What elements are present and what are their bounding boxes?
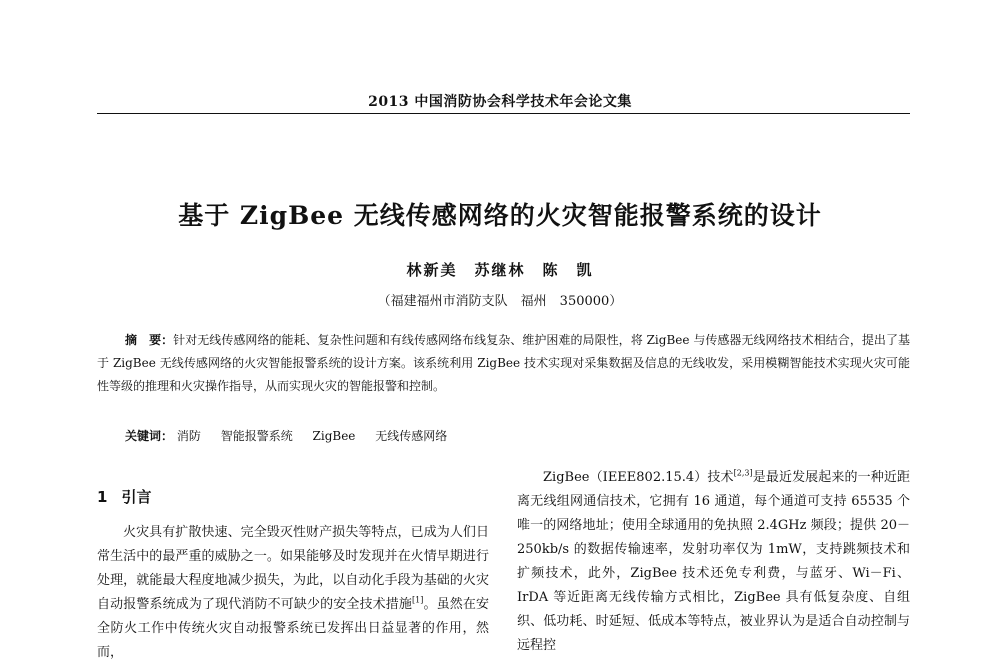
keyword-item: 智能报警系统 bbox=[220, 429, 293, 443]
keyword-item: ZigBee bbox=[312, 429, 356, 443]
citation-marker: [2,3] bbox=[733, 468, 753, 478]
zigbee-text-part2: 是最近发展起来的一种近距离无线组网通信技术，它拥有 16 通道，每个通道可支持 65535 个唯一的网络地址；使用全球通用的免执照 2.4GHz 频段；提供 20－250kb/s 的数据传输速率，发射功率仅为 1mW，支持跳频技术和扩频技术，此外，ZigBee 技术还免专利费，与蓝牙、Wi－Fi、IrDA 等近距离无线传输方式相比，ZigBee 具有低复杂度、自组织、低功耗、时延短、低成本等特点，被业界认为是适合自动控制与远程控 bbox=[517, 470, 910, 653]
keywords-label: 关键词： bbox=[125, 429, 174, 443]
abstract bbox=[97, 329, 910, 398]
paper-affiliation: （福建福州市消防支队 福州 350000） bbox=[377, 294, 623, 309]
intro-paragraph bbox=[97, 521, 489, 665]
zigbee-text-part1: ZigBee（IEEE802.15.4）技术 bbox=[543, 470, 734, 485]
citation-marker: [1] bbox=[412, 595, 424, 605]
right-column bbox=[517, 466, 910, 658]
keyword-item: 消防 bbox=[176, 429, 201, 443]
zigbee-paragraph bbox=[517, 466, 910, 658]
header-rule bbox=[97, 113, 910, 114]
section-number: 1 bbox=[97, 488, 108, 506]
section-title: 引言 bbox=[121, 488, 152, 506]
paper-authors: 林新美 苏继林 陈 凯 bbox=[406, 261, 594, 279]
left-column bbox=[97, 478, 489, 665]
keyword-item: 无线传感网络 bbox=[375, 429, 448, 443]
intro-text-part2: 。虽然在安全防火工作中传统火灾自动报警系统已发挥出日益显著的作用，然而， bbox=[97, 597, 489, 660]
abstract-text: 针对无线传感网络的能耗、复杂性问题和有线传感网络布线复杂、维护困难的局限性，将 ZigBee 与传感器无线网络技术相结合，提出了基于 ZigBee 无线传感网络的火灾智能报警系统的设计方案。该系统利用 ZigBee 技术实现对采集数据及信息的无线收发，采用模糊智能技术实现火灾可能性等级的推理和火灾操作指导，从而实现火灾的智能报警和控制。 bbox=[97, 333, 910, 393]
abstract-label: 摘 要： bbox=[125, 333, 174, 347]
intro-text-part1: 火灾具有扩散快速、完全毁灭性财产损失等特点，已成为人们日常生活中的最严重的威胁之一。如果能够及时发现并在火情早期进行处理，就能最大程度地减少损失，为此，以自动化手段为基础的火灾自动报警系统成为了现代消防不可缺少的安全技术措施 bbox=[97, 525, 489, 612]
section-heading bbox=[97, 486, 489, 507]
keywords bbox=[125, 426, 910, 446]
running-header: 2013 中国消防协会科学技术年会论文集 bbox=[368, 94, 632, 110]
paper-title: 基于 ZigBee 无线传感网络的火灾智能报警系统的设计 bbox=[178, 201, 822, 230]
